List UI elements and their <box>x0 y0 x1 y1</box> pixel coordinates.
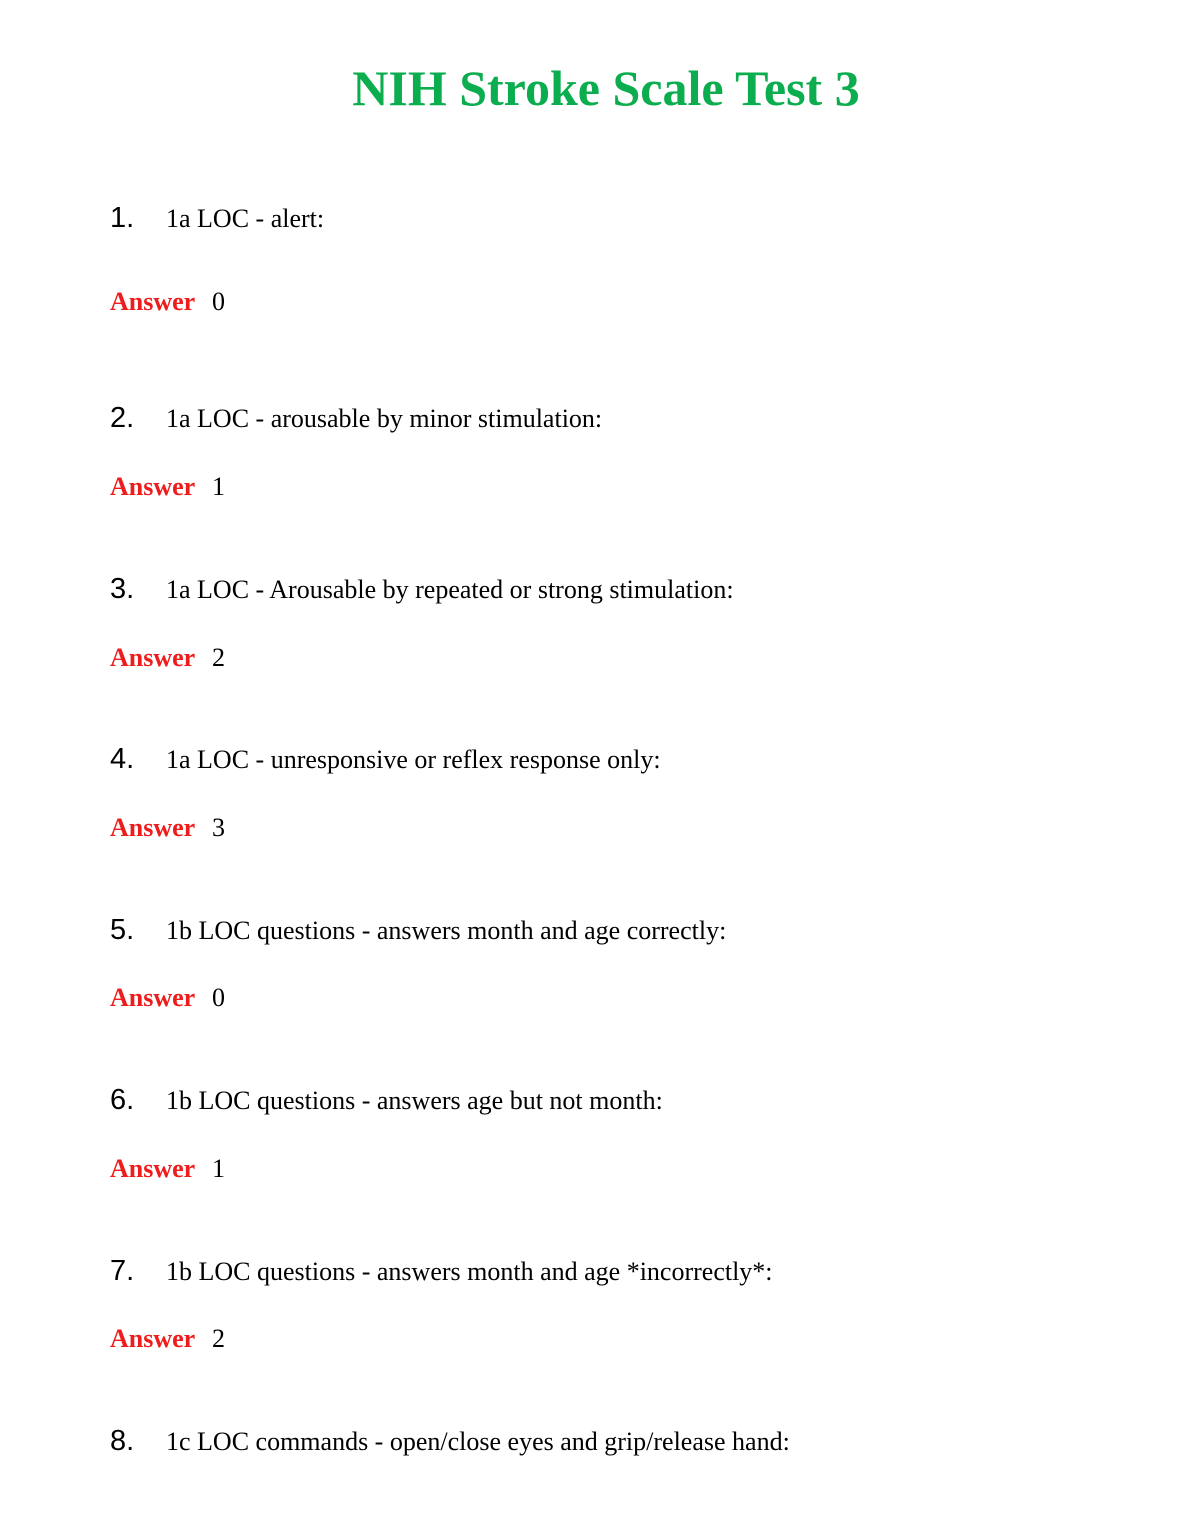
question-number: 1. <box>110 202 135 234</box>
question-text: 1a LOC - arousable by minor stimulation: <box>166 404 603 433</box>
answer-label: Answer <box>110 813 196 842</box>
answer-value: 0 <box>212 287 225 316</box>
answer-value: 1 <box>212 472 225 501</box>
question-number: 4. <box>110 743 135 775</box>
question-text: 1c LOC commands - open/close eyes and grip/release hand: <box>166 1427 790 1456</box>
answer-value: 3 <box>212 813 225 842</box>
question-number: 6. <box>110 1084 135 1116</box>
question-number: 7. <box>110 1255 135 1287</box>
question-text: 1b LOC questions - answers month and age *incorrectly*: <box>166 1257 773 1286</box>
answer-label: Answer <box>110 1324 196 1353</box>
answer-label: Answer <box>110 287 196 316</box>
question-number: 8. <box>110 1425 135 1457</box>
answer-label: Answer <box>110 983 196 1012</box>
question-text: 1a LOC - Arousable by repeated or strong stimulation: <box>166 575 734 604</box>
answer-label: Answer <box>110 472 196 501</box>
question-text: 1b LOC questions - answers month and age correctly: <box>166 916 727 945</box>
question-text: 1b LOC questions - answers age but not month: <box>166 1086 663 1115</box>
question-number: 2. <box>110 402 135 434</box>
answer-label: Answer <box>110 643 196 672</box>
answer-label: Answer <box>110 1154 196 1183</box>
question-number: 5. <box>110 914 135 946</box>
question-text: 1a LOC - unresponsive or reflex response only: <box>166 745 661 774</box>
answer-value: 2 <box>212 1324 225 1353</box>
answer-value: 2 <box>212 643 225 672</box>
answer-value: 0 <box>212 983 225 1012</box>
question-text: 1a LOC - alert: <box>166 204 325 233</box>
page-title: NIH Stroke Scale Test 3 <box>352 60 860 116</box>
question-number: 3. <box>110 573 135 605</box>
answer-value: 1 <box>212 1154 225 1183</box>
